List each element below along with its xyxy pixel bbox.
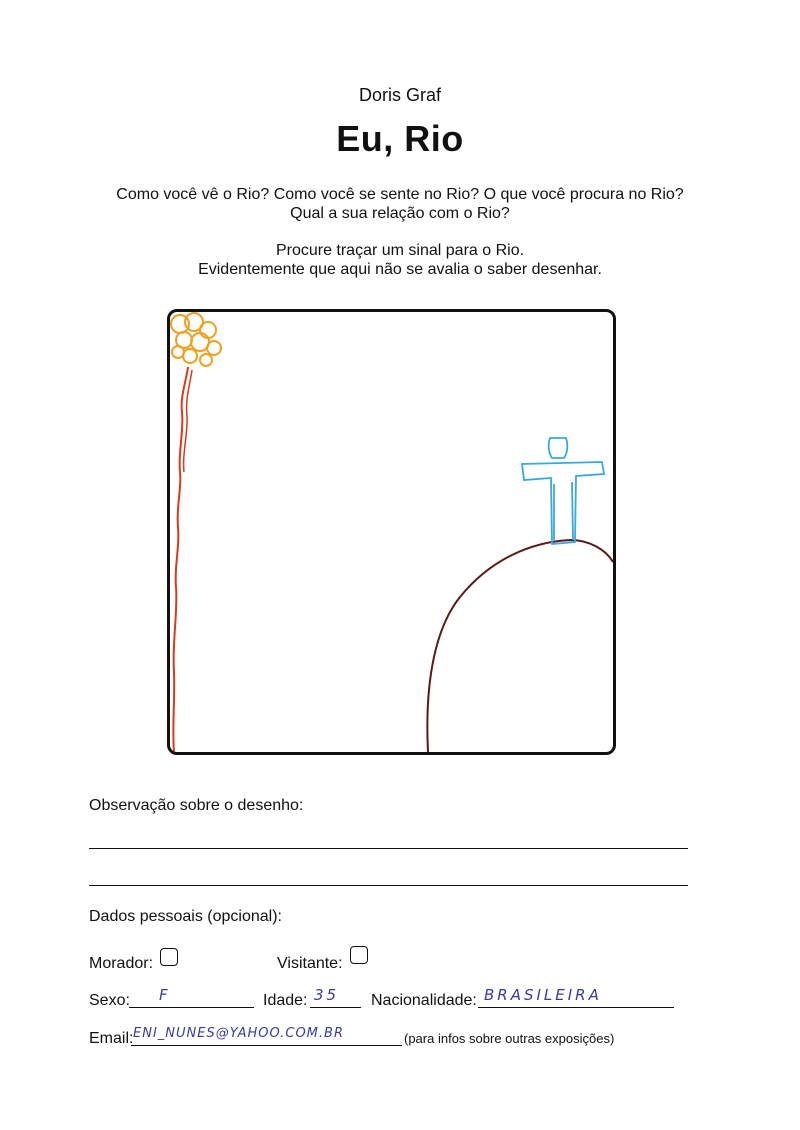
drawing-canvas bbox=[170, 312, 613, 752]
nationality-value: BRASILEIRA bbox=[484, 986, 602, 1004]
sex-value: F bbox=[159, 986, 171, 1004]
email-note: (para infos sobre outras exposições) bbox=[404, 1031, 615, 1046]
instruction-line-2: Evidentemente que aqui não se avalia o saber desenhar. bbox=[198, 261, 602, 278]
visitor-checkbox[interactable] bbox=[350, 946, 368, 964]
age-label: Idade: bbox=[263, 992, 308, 1009]
drawing-area[interactable] bbox=[167, 309, 616, 755]
visitor-label: Visitante: bbox=[277, 955, 343, 972]
resident-checkbox[interactable] bbox=[160, 948, 178, 966]
personal-data-label: Dados pessoais (opcional): bbox=[89, 908, 282, 925]
email-label: Email: bbox=[89, 1030, 134, 1047]
email-field[interactable] bbox=[131, 1024, 402, 1046]
age-field[interactable] bbox=[310, 986, 361, 1008]
nationality-label: Nacionalidade: bbox=[371, 992, 477, 1009]
observation-line-1[interactable] bbox=[89, 848, 688, 849]
resident-label: Morador: bbox=[89, 955, 154, 972]
instruction-line-1: Procure traçar um sinal para o Rio. bbox=[275, 242, 525, 259]
tree-trunk bbox=[173, 367, 188, 752]
observation-line-2[interactable] bbox=[89, 885, 688, 886]
page-title: Eu, Rio bbox=[336, 118, 464, 159]
hill-outline bbox=[427, 540, 613, 752]
email-value: ENI_NUNES@YAHOO.COM.BR bbox=[133, 1026, 344, 1041]
observation-label: Observação sobre o desenho: bbox=[89, 797, 304, 814]
question-line-2: Qual a sua relação com o Rio? bbox=[290, 205, 510, 222]
nationality-field[interactable] bbox=[478, 986, 674, 1008]
christ-statue bbox=[522, 438, 604, 544]
age-value: 35 bbox=[314, 986, 340, 1004]
sex-label: Sexo: bbox=[89, 992, 130, 1009]
author-name: Doris Graf bbox=[358, 85, 441, 105]
tree-foliage bbox=[171, 313, 221, 366]
sex-field[interactable] bbox=[129, 986, 254, 1008]
question-line-1: Como você vê o Rio? Como você se sente no Rio? O que você procura no Rio? bbox=[116, 186, 684, 203]
